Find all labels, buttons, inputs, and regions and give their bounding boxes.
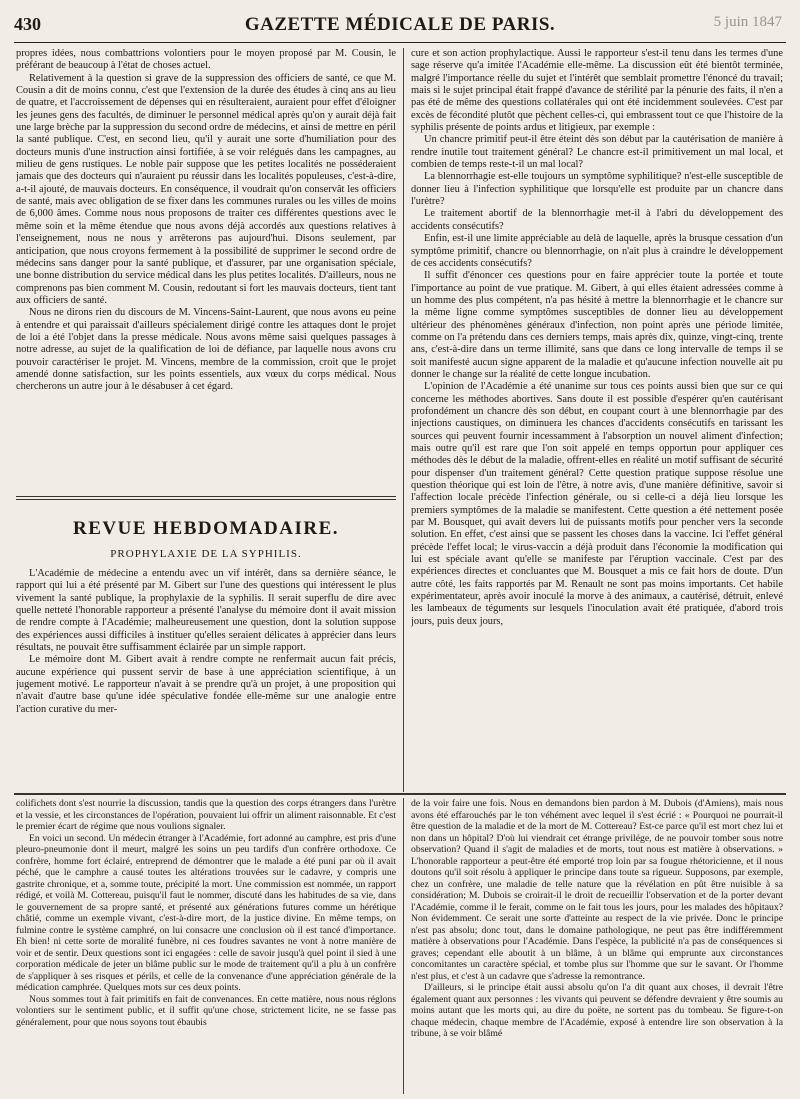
column-bottom-right: [411, 798, 783, 1096]
column-middle-left: [16, 568, 396, 790]
page-number: 430: [14, 14, 41, 34]
column-rule: [403, 798, 404, 1094]
section-subtitle: PROPHYLAXIE DE LA SYPHILIS.: [110, 548, 302, 560]
question-paragraph: Un chancre primitif peut-il être éteint dès son début par la cautérisation de manière à rendre inutile tout traitement général? Le chancre est-il primitivement un mal local, et combien de temps reste-t-il un mal local?: [411, 134, 783, 171]
paragraph: En voici un second. Un médecin étranger à l'Académie, fort adonné au camphre, est pris d'une pleuro-pneumonie dont il meurt, malgré les soins un peu tardifs d'un confrère orthodoxe. Ce confrère, homme fort éclairé, entreprend de démontrer que le malade a été puni par où il avait péché, que le camphre a causé toutes les altérations trouvées sur le cadavre, y compris une gastrite chronique, et a, somme toute, précipité la mort. Une commission est nommée, un rapport rédigé, et voilà M. Cottereau, puisqu'il faut le nommer, discuté dans les habitudes de sa vie, dans le gouvernement de sa propre santé, et présenté aux générations futures comme un hérétique châtié, comme un exemple vivant, c'est-à-dire mort, de la justice divine. En même temps, on fulmine contre le système camphré, on lui consacre une conclusion où il est tancé d'importance. Eh bien! ni cette sorte de moralité funèbre, ni ces foudres savantes ne vont à notre manière de voir et de sentir. Deux questions sont ici engagées : celle de savoir jusqu'à quel point il sied à une corporation médicale de jeter un blâme public sur le mode de traitement qu'il a plu à un confrère de s'appliquer à ses risques et périls, et celle de la convenance d'une appréciation générale de la médication camphrée. Quelques mots sur ces deux points.: [16, 832, 396, 993]
paragraph: L'Académie de médecine a entendu avec un vif intérêt, dans sa dernière séance, le rapport qui lui a été présenté par M. Gibert sur l'une des questions qui intéressent le plus vivement la santé publique, la prophylaxie de la syphilis. Il serait superflu de dire avec quelle netteté l'honorable rapporteur a présenté l'analyse du mémoire dont il avait mission de rendre compte à l'Académie; malheureusement une question, dont la solution suppose des expériences aussi difficiles à instituer qu'elles seraient délicates à apprécier dans leurs résultats, ne pouvait être suffisamment éclairée par un simple rapport.: [16, 568, 396, 654]
column-top-left: [16, 48, 396, 470]
paragraph: Nous sommes tout à fait primitifs en fait de convenances. En cette matière, nous nous réglons volontiers sur le sentiment public, et il suffit qu'une chose, strictement licite, ne se fasse pas généralement, pour que nous soyons tout ébaubis: [16, 993, 396, 1028]
column-rule: [403, 48, 404, 792]
paragraph: colifichets dont s'est nourrie la discussion, tandis que la question des corps étrangers dans l'urètre et la vessie, et les circonstances de l'opération, pouvaient lui offrir un aliment raisonnable. Et c'est le premier écart de régime que nous voulions signaler.: [16, 798, 396, 832]
column-bottom-left: [16, 798, 396, 1096]
paragraph: de la voir faire une fois. Nous en demandons bien pardon à M. Dubois (d'Amiens), mais nous avons été effarouchés par le ton véhément avec lequel il s'est écrié : « Pourquoi ne pourrait-il être question de la maladie et de la mort de M. Cottereau? Est-ce parce qu'il est mort chez lui et non dans un hôpital? D'où lui viendrait cet étrange privilége, de ne pouvoir tomber sous notre observation? Quand il s'agit de maladies et de morts, tout nous est matière à observations. » L'honorable rapporteur a peut-être été emporté trop loin par sa fougue rhétoricienne, et il nous doutons qu'il soit résolu à appliquer le principe dans toute sa rigueur. Supposons, par exemple, chez un confrère, une maladie de telle nature que la révélation en pût être nuisible à sa considération; M. Dubois se croirait-il le droit de recueillir l'observation et de la porter devant l'Académie, comme il le ferait, comme on le fait tous les jours, pour les malades des hôpitaux? Non évidemment. Ce serait une sorte d'atteinte au respect de la vie privée. Donc le principe n'est pas absolu; donc tout, dans le domaine pathologique, ne peut pas être indifféremment matière à observations pour l'Académie. Dans l'espèce, la publicité n'a pas de conséquences si graves; cependant elle aboutit à un blâme, à un blâme qui emprunte aux circonstances concomitantes un caractère spécial, et tombe plus sur l'homme que sur le savant. Or l'homme n'est plus, et c'est à un cadavre que s'adresse la remontrance.: [411, 798, 783, 982]
paragraph: D'ailleurs, si le principe était aussi absolu qu'on l'a dit quant aux choses, il devrait l'être également quant aux personnes : les vivants qui peuvent se défendre devraient y être soumis au moins autant que les morts qui, au dire du poëte, ne sortent pas du tombeau. Se figure-t-on chaque médecin, chaque membre de l'Académie, exposé à entendre lire son observation à la tribune, à se voir blâmé: [411, 982, 783, 1039]
issue-date: 5 juin 1847: [713, 14, 782, 30]
paragraph: Il suffit d'énoncer ces questions pour en faire apprécier toute la portée et toute l'importance au point de vue pratique. M. Gibert, à qui elles étaient adressées comme à un homme des plus compétent, n'a pas hésité à mettre la blennorrhagie et le chancre sur la même ligne comme symptômes susceptibles de donner lieu au développement ultérieur des phénomènes généraux d'infection, non point après une période limitée, comme on l'a prétendu dans ces derniers temps, mais après dix, quinze, vingt-cinq, trente ans, c'est-à-dire dans un terme illimité, sans que dans ce long intervalle de temps il se soit manifesté aucun signe apparent de la maladie et qu'aucune infection nouvelle ait pu donner le change sur la réalité de cette longue incubation.: [411, 270, 783, 380]
paragraph: Nous ne dirons rien du discours de M. Vincens-Saint-Laurent, que nous avons eu peine à entendre et qui paraissait d'ailleurs spécialement dirigé contre les attaques dont le projet de loi a été l'objet dans la presse médicale. Nous avons même saisi quelques passages à notre adresse, au sujet de la qualification de loi de défiance, par laquelle nous avons cru pouvoir caractériser le projet. M. Vincens, membre de la commission, croit que le projet amendé donne satisfaction, sur les points essentiels, aux vœux du corps médical. Nous chercherons un autre jour à le désabuser à cet égard.: [16, 307, 396, 393]
section-title: REVUE HEBDOMADAIRE.: [72, 518, 340, 539]
journal-title: GAZETTE MÉDICALE DE PARIS.: [244, 14, 556, 35]
paragraph: L'opinion de l'Académie a été unanime sur tous ces points aussi bien que sur ce qui concerne les méthodes abortives. Sans doute il est possible d'espérer qu'en cautérisant profondément un chancre dès son début, en coupant court à une blennorrhagie par des injections caustiques, on diminuera les chances d'accidents consécutifs en tarissant les sources qui peuvent fournir incessamment à l'absorption un nouvel aliment d'infection; mais outre qu'il est rare que l'on soit appelé en temps opportun pour appliquer ces méthodes dès le début de la maladie, offrent-elles en réalité un motif suffisant de sécurité pour dispenser d'un traitement général? Cette question pratique suppose résolue une question théorique qui est loin de l'être, à notre avis, d'une manière définitive, savoir si l'affection locale précède l'infection générale, ou si celle-ci a déjà lieu lorsque les premiers symptômes de la maladie se manifestent. Cette question a été nettement posée par M. Bousquet, qui avait devers lui de puissants motifs pour pencher vers la seconde solution. En effet, c'est ainsi que se passent les choses dans la vaccine. Ici l'effet général précède l'effet local; le virus-vaccin a déjà produit dans l'économie la modification qui lui est spéciale avant qu'elle se manifeste par l'éruption vaccinale. C'est par des expériences directes et concluantes que M. Bousquet a mis ce fait hors de doute. D'un autre côté, les faits rapportés par M. Renault ne sont pas moins importants. Cet habile expérimentateur, après avoir inoculé la morve à des animaux, a cautérisé, détruit, enlevé les lambeaux de téguments sur lesquels l'inoculation avait été pratiquée, d'abord trois jours, puis deux jours,: [411, 381, 783, 627]
feuilleton-divider: [14, 793, 786, 795]
column-top-right: [411, 48, 783, 792]
paragraph: Relativement à la question si grave de la suppression des officiers de santé, ce que M. Cousin a dit de moins connu, c'est que l'extension de la durée des études à cinq ans au lieu de quatre, et l'accroissement de dépenses qui en résulteraient, auraient pour effet d'éloigner les jeunes gens des facultés, de diminuer le personnel médical après qu'on y aurait déjà fait une large brèche par la suppression du second ordre de médecins, et ainsi de mettre en péril la santé publique. C'est, en second lieu, qu'il y aurait une sorte d'humiliation pour des docteurs munis d'une instruction ainsi fortifiée, à se voir relégués dans les campagnes, au milieu de gens rustiques. Le noble pair suppose que les petites localités ne posséderaient jamais que des docteurs qui n'auraient pu réussir dans les localités populeuses, c'est-à-dire, a-t-il ajouté, de mauvais docteurs. En conséquence, il voudrait qu'on conservât les officiers de santé, mais avec obligation de se fixer dans les communes rurales ou les villes de moins de 6,000 âmes. Comme nous nous proposons de traiter ces différentes questions avec le même soin et la même étendue que nous avons déjà accordés aux questions relatives à l'enseignement, nous ne nous y arrêterons pas aujourd'hui. Disons seulement, par anticipation, que nous croyons fermement à la possibilité de supprimer le second ordre de médecins sans danger pour la santé publique, et d'assurer, par une organisation spéciale, une bonne distribution du service médical dans les plus petites localités. D'ailleurs, nous ne comprenons pas bien comment M. Cousin, redoutant si fort les mauvais docteurs, tient tant aux officiers de santé.: [16, 72, 396, 306]
question-paragraph: Enfin, est-il une limite appréciable au delà de laquelle, après la brusque cessation d'un symptôme primitif, chancre ou blennorrhagie, on n'ait plus à craindre le développement de ces accidents consécutifs?: [411, 233, 783, 269]
paragraph: Le mémoire dont M. Gibert avait à rendre compte ne renfermait aucun fait précis, aucune expérience qui pussent servir de base à une appréciation scientifique, à un jugement motivé. Le rapporteur n'avait à se prendre qu'à un projet, à une proposition qui n'avait d'autre base qu'une idée spéculative fondée elle-même sur une analogie entre l'action curative du mer-: [16, 654, 396, 715]
section-divider: [16, 499, 396, 500]
section-divider: [16, 496, 396, 497]
question-paragraph: La blennorrhagie est-elle toujours un symptôme syphilitique? n'est-elle susceptible de donner lieu à l'infection syphilitique que lorsqu'elle est produite par un chancre dans l'urètre?: [411, 171, 783, 208]
question-paragraph: Le traitement abortif de la blennorrhagie met-il à l'abri du développement des accidents consécutifs?: [411, 208, 783, 232]
paragraph: propres idées, nous combattrions volontiers pour le moyen proposé par M. Cousin, le préférant de beaucoup à l'état de choses actuel.: [16, 48, 396, 72]
paragraph: cure et son action prophylactique. Aussi le rapporteur s'est-il tenu dans les termes d'une sage réserve qu'a imitée l'Académie elle-même. La discussion eût été bientôt terminée, malgré l'importance réelle du sujet et l'intérêt que semblait promettre l'énoncé du travail; mais si le sujet principal était frappé d'avance de stérilité par la pénurie des faits, il n'en a pas été de même des questions collatérales qui ont été incidemment soulevées. C'est par excès de fécondité plutôt que pèchent celles-ci, qui embrassent tout ce que l'histoire de la syphilis présente de points ardus et litigieux, par exemple :: [411, 48, 783, 134]
masthead: [14, 8, 786, 43]
